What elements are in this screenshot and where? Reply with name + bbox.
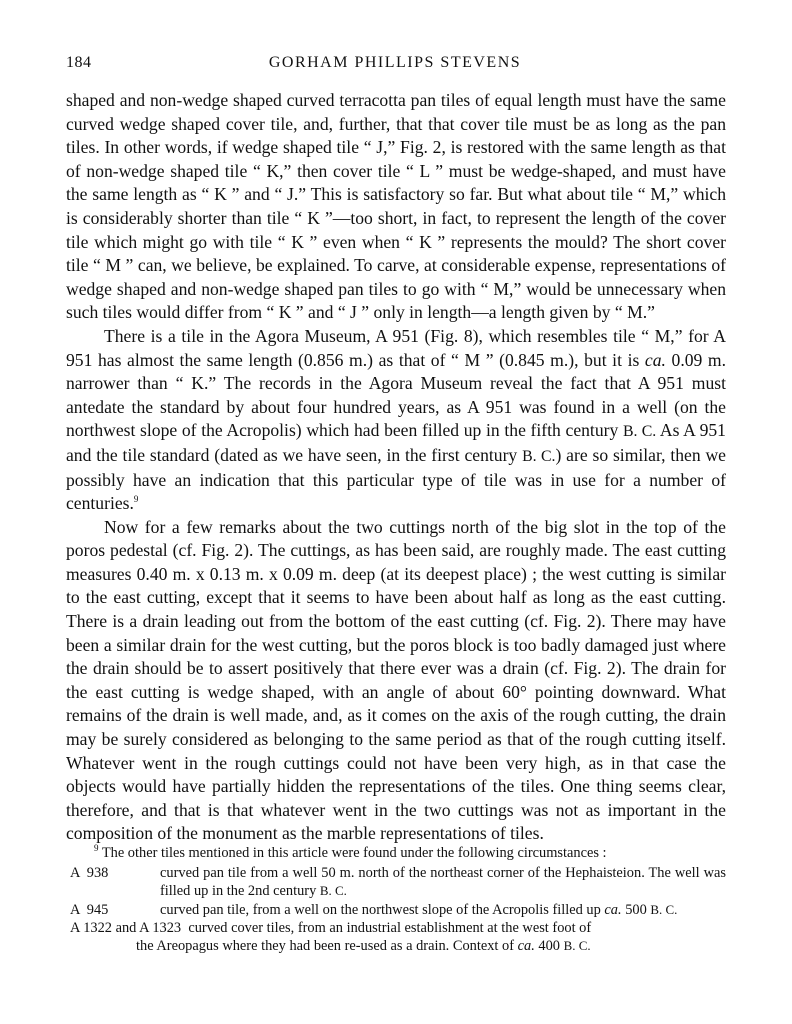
circa-abbrev: ca.	[644, 349, 666, 370]
bc-abbrev: B. C.	[522, 447, 556, 465]
footnote-9: $^9$ The other tiles mentioned in this article were found under the following circumstances :	[94, 843, 607, 861]
page-number: 184	[66, 54, 92, 71]
paragraph-1: shaped and non-wedge shaped curved terracotta pan tiles of equal length must have the same curved wedge shaped cover tile, and, further, that that cover tile must be as long as the pan tiles. In other words, if wedge shaped tile “ J,” Fig. 2, is restored with the same length as that of non-wedge shaped tile “ K,” then cover tile “ L ” must be wedge-shaped, and must have the same length as “ K ” and “ J.” This is satisfactory so far. But what about tile “ M,” which is considerably shorter than tile “ K ”—too short, in fact, to represent the length of the cover tile which might go with tile “ K ” even when “ K ” represents the mould? The short cover tile “ M ” can, we believe, be explained. To carve, at considerable expense, representations of wedge shaped and non-wedge shaped pan tiles to go with “ M,” would be unnecessary when such tiles would differ from “ K ” and “ J ” only in length—a length given by “ M.”	[66, 90, 726, 323]
circa-abbrev: ca.	[517, 938, 535, 955]
bc-abbrev: B. C.	[622, 423, 657, 441]
running-head: GORHAM PHILLIPS STEVENS	[268, 54, 522, 71]
footnote-entry: A 1322 and A 1323 curved cover tiles, from an industrial establishment at the west foot of the Areopagus where they had been re-used as a drain. Context of ca. 400 B. C.	[70, 919, 592, 955]
artifact-id: A 945	[70, 901, 109, 918]
circa-abbrev: ca.	[604, 901, 622, 918]
artifact-id: A 938	[70, 865, 109, 882]
bc-abbrev: B. C.	[563, 938, 591, 954]
paragraph-2: There is a tile in the Agora Museum, A 951 (Fig. 8), which resembles tile “ M,” for A 951 has almost the same length (0.856 m.) as that of “ M ” (0.845 m.), but it is ca. 0.09 m. narrower than “ K.” The records in the Agora Museum reveal the fact that A 951 must antedate the standard by about four hundred years, as A 951 was found in a well (on the northwest slope of the Acropolis) which had been filled up in the fifth century B. C. As A 951 and the tile standard (dated as we have seen, in the first century B. C.) are so similar, then we possibly have an indication that this particular type of tile was in use for a number of centuries.$^9$	[66, 325, 726, 514]
footnote-entry: A 945 curved pan tile, from a well on the northwest slope of the Acropolis filled up ca. 500 B. C.	[70, 901, 678, 918]
bc-abbrev: B. C.	[650, 901, 678, 917]
footnote-entry: A 938 curved pan tile from a well 50 m. north of the northeast corner of the Hephaisteion. The well was filled up in the 2nd century B. C.	[70, 865, 726, 900]
body-text	[66, 89, 726, 846]
footnotes	[70, 843, 726, 955]
bc-abbrev: B. C.	[319, 883, 347, 899]
footnote-ref[interactable]: 9	[133, 494, 139, 505]
paragraph-3: Now for a few remarks about the two cuttings north of the big slot in the top of the poros pedestal (cf. Fig. 2). The cuttings, as has been said, are roughly made. The east cutting measures 0.40 m. x 0.13 m. x 0.09 m. deep (at its deepest place) ; the west cutting is similar to the east cutting, except that it seems to have been about half as long as the east cutting. There is a drain leading out from the bottom of the east cutting (cf. Fig. 2). There may have been a similar drain for the west cutting, but the poros block is too badly damaged just where the drain should be to assert positively that there ever was a drain (cf. Fig. 2). The drain for the east cutting is wedge shaped, with an angle of about 60° pointing downward. What remains of the drain is well made, and, as it comes on the axis of the rough cutting, the drain may be surely considered as belonging to the same period as that of the rough cutting itself. Whatever went in the rough cuttings could not have been very high, as in that case the objects would have partially hidden the representations of the tiles. One thing seems clear, therefore, and that is that whatever went in the two cuttings was not as important in the composition of the monument as the marble representations of tiles.	[66, 516, 726, 844]
artifact-id: A 1322 and A 1323	[70, 919, 182, 936]
footnote-mark: 9	[94, 843, 99, 854]
